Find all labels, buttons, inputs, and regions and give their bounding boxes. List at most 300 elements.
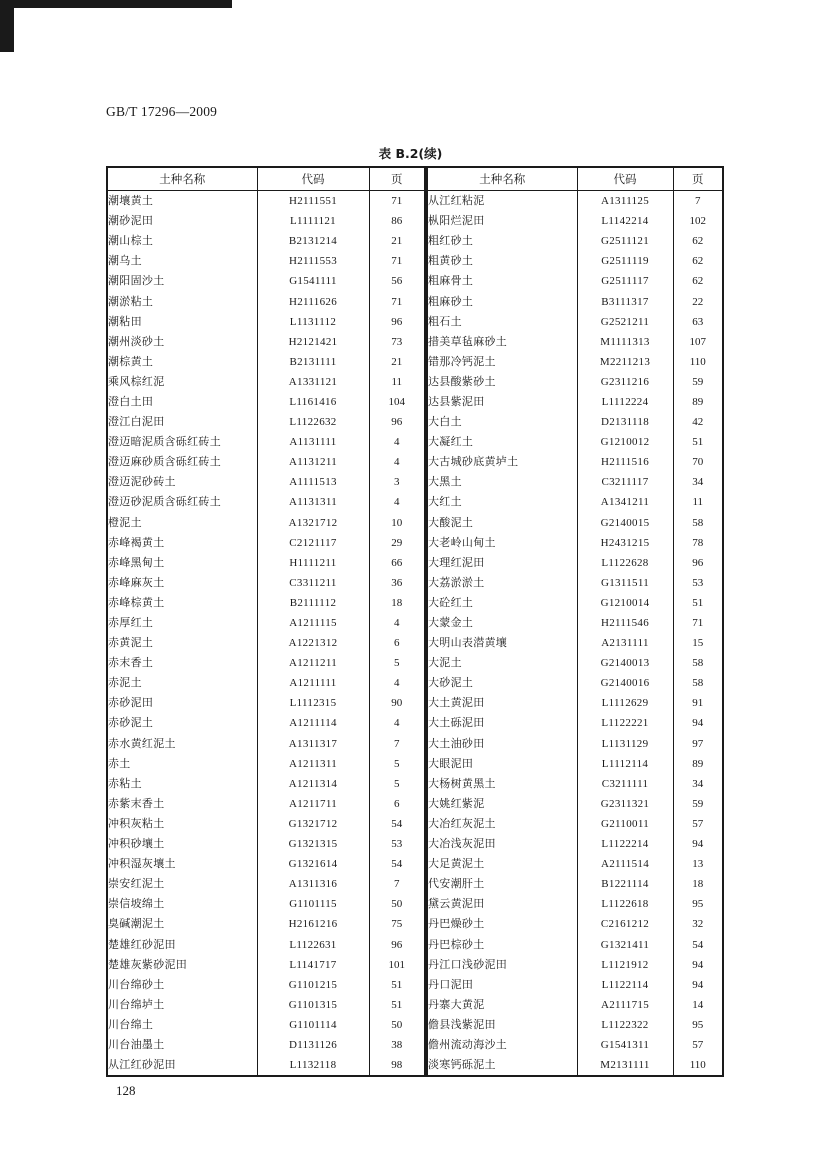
soil-name-cell: 川台绵土 <box>107 1015 257 1035</box>
soil-code-cell: B1221114 <box>577 874 673 894</box>
table-title: 表 B.2(续) <box>378 146 443 161</box>
table-row <box>107 352 425 372</box>
soil-name-cell: 大冶浅灰泥田 <box>427 834 577 854</box>
soil-code-cell: H2111546 <box>577 613 673 633</box>
soil-name-cell: 丹巴燥砂土 <box>427 914 577 934</box>
soil-name-cell: 丹寨大黄泥 <box>427 995 577 1015</box>
soil-code-cell: L1122214 <box>577 834 673 854</box>
table-row <box>107 533 425 553</box>
soil-name-cell: 大足黄泥土 <box>427 854 577 874</box>
soil-name-cell: 冲积湿灰壤土 <box>107 854 257 874</box>
table-row <box>107 291 425 311</box>
soil-code-cell: L1161416 <box>257 392 369 412</box>
soil-code-cell: C2121117 <box>257 533 369 553</box>
table-row <box>107 472 425 492</box>
soil-code-cell: C2161212 <box>577 914 673 934</box>
table-row <box>107 271 425 291</box>
table-row <box>427 713 723 733</box>
soil-name-cell: 大白土 <box>427 412 577 432</box>
soil-code-cell: L1122618 <box>577 894 673 914</box>
page-ref-cell: 3 <box>369 472 425 492</box>
table-row <box>107 754 425 774</box>
page-ref-cell: 62 <box>673 271 723 291</box>
soil-name-cell: 川台绵垆土 <box>107 995 257 1015</box>
soil-code-cell: L1142214 <box>577 211 673 231</box>
soil-code-cell: L1111121 <box>257 211 369 231</box>
table-row <box>427 995 723 1015</box>
soil-name-cell: 赤黄泥土 <box>107 633 257 653</box>
page-ref-cell: 101 <box>369 955 425 975</box>
page-ref-cell: 110 <box>673 352 723 372</box>
soil-code-cell: H2111516 <box>577 452 673 472</box>
soil-code-cell: G1311511 <box>577 573 673 593</box>
table-row <box>107 713 425 733</box>
table-row <box>427 251 723 271</box>
table-row <box>107 452 425 472</box>
header-code: 代码 <box>257 167 369 191</box>
page-ref-cell: 78 <box>673 533 723 553</box>
soil-name-cell: 大明山表潜黄壤 <box>427 633 577 653</box>
soil-name-cell: 潮淤粘土 <box>107 291 257 311</box>
page-ref-cell: 59 <box>673 372 723 392</box>
table-row <box>427 613 723 633</box>
soil-code-cell: G2311321 <box>577 794 673 814</box>
page-ref-cell: 7 <box>369 874 425 894</box>
soil-name-cell: 粗石土 <box>427 312 577 332</box>
scan-corner-edge <box>0 0 14 52</box>
soil-code-cell: A2131111 <box>577 633 673 653</box>
table-row <box>107 934 425 954</box>
soil-name-cell: 潮棕黄土 <box>107 352 257 372</box>
table-row <box>107 774 425 794</box>
page-ref-cell: 70 <box>673 452 723 472</box>
page-ref-cell: 89 <box>673 392 723 412</box>
soil-code-cell: B2111112 <box>257 593 369 613</box>
soil-code-cell: A1211314 <box>257 774 369 794</box>
page-ref-cell: 21 <box>369 231 425 251</box>
page-ref-cell: 57 <box>673 1035 723 1055</box>
soil-name-cell: 达县紫泥田 <box>427 392 577 412</box>
soil-name-cell: 丹江口浅砂泥田 <box>427 955 577 975</box>
soil-code-cell: G1321614 <box>257 854 369 874</box>
soil-name-cell: 赤厚红土 <box>107 613 257 633</box>
page-ref-cell: 10 <box>369 513 425 533</box>
table-row <box>427 834 723 854</box>
page-ref-cell: 13 <box>673 854 723 874</box>
page-ref-cell: 59 <box>673 794 723 814</box>
soil-name-cell: 大凝红土 <box>427 432 577 452</box>
soil-name-cell: 赤峰棕黄土 <box>107 593 257 613</box>
page-ref-cell: 71 <box>673 613 723 633</box>
table-row <box>427 955 723 975</box>
soil-code-cell: G2140015 <box>577 513 673 533</box>
table-row <box>427 914 723 934</box>
table-row <box>427 934 723 954</box>
soil-name-cell: 赤末香土 <box>107 653 257 673</box>
soil-code-cell: A1131111 <box>257 432 369 452</box>
soil-name-cell: 大古城砂底黄垆土 <box>427 452 577 472</box>
table-row <box>427 854 723 874</box>
page-ref-cell: 51 <box>673 432 723 452</box>
soil-name-cell: 大土油砂田 <box>427 734 577 754</box>
soil-code-cell: B2131111 <box>257 352 369 372</box>
page-ref-cell: 4 <box>369 613 425 633</box>
soil-code-cell: C3211111 <box>577 774 673 794</box>
page-ref-cell: 57 <box>673 814 723 834</box>
soil-name-cell: 赤砂泥土 <box>107 713 257 733</box>
page-ref-cell: 7 <box>673 191 723 212</box>
soil-code-cell: A1321712 <box>257 513 369 533</box>
page-ref-cell: 38 <box>369 1035 425 1055</box>
table-row <box>427 1015 723 1035</box>
page-ref-cell: 94 <box>673 975 723 995</box>
page-ref-cell: 22 <box>673 291 723 311</box>
table-row <box>427 633 723 653</box>
page-ref-cell: 5 <box>369 774 425 794</box>
page-ref-cell: 104 <box>369 392 425 412</box>
table-row <box>427 754 723 774</box>
page-ref-cell: 15 <box>673 633 723 653</box>
table-row <box>107 412 425 432</box>
page-ref-cell: 18 <box>369 593 425 613</box>
soil-name-cell: 澄迈泥砂砖土 <box>107 472 257 492</box>
page-ref-cell: 54 <box>673 934 723 954</box>
soil-name-cell: 冲积砂壤土 <box>107 834 257 854</box>
soil-name-cell: 大冶红灰泥土 <box>427 814 577 834</box>
table-row <box>427 312 723 332</box>
soil-name-cell: 赤土 <box>107 754 257 774</box>
soil-code-cell: H1111211 <box>257 553 369 573</box>
soil-code-cell: G1210012 <box>577 432 673 452</box>
soil-code-cell: G2311216 <box>577 372 673 392</box>
page-ref-cell: 5 <box>369 754 425 774</box>
table-row <box>427 774 723 794</box>
soil-name-cell: 潮阳固沙土 <box>107 271 257 291</box>
page-ref-cell: 71 <box>369 191 425 212</box>
soil-name-cell: 潮山棕土 <box>107 231 257 251</box>
table-row <box>107 372 425 392</box>
page-ref-cell: 34 <box>673 774 723 794</box>
table-row <box>107 1055 425 1076</box>
soil-name-cell: 大砂泥土 <box>427 673 577 693</box>
table-row <box>427 553 723 573</box>
table-row <box>427 593 723 613</box>
soil-name-cell: 赤泥土 <box>107 673 257 693</box>
soil-name-cell: 丹巴棕砂土 <box>427 934 577 954</box>
page-ref-cell: 96 <box>369 412 425 432</box>
page-ref-cell: 4 <box>369 673 425 693</box>
page-ref-cell: 34 <box>673 472 723 492</box>
soil-name-cell: 粗红砂土 <box>427 231 577 251</box>
soil-code-cell: A1341211 <box>577 492 673 512</box>
soil-code-cell: A1131311 <box>257 492 369 512</box>
soil-code-cell: H2111553 <box>257 251 369 271</box>
soil-code-cell: L1112114 <box>577 754 673 774</box>
table-row <box>107 854 425 874</box>
page-ref-cell: 51 <box>369 975 425 995</box>
table-row <box>427 412 723 432</box>
soil-name-cell: 赤峰麻灰土 <box>107 573 257 593</box>
page-ref-cell: 5 <box>369 653 425 673</box>
table-row <box>427 352 723 372</box>
page-ref-cell: 58 <box>673 673 723 693</box>
page-ref-cell: 11 <box>673 492 723 512</box>
table-row <box>107 995 425 1015</box>
table-row <box>107 513 425 533</box>
page-ref-cell: 95 <box>673 1015 723 1035</box>
table-header-row <box>107 167 425 191</box>
table-row <box>427 432 723 452</box>
soil-code-cell: A1311125 <box>577 191 673 212</box>
page-ref-cell: 4 <box>369 713 425 733</box>
soil-name-cell: 大眼泥田 <box>427 754 577 774</box>
soil-name-cell: 大砼红土 <box>427 593 577 613</box>
soil-code-cell: A1211211 <box>257 653 369 673</box>
page-number: 128 <box>116 1083 136 1098</box>
soil-name-cell: 赤紫末香土 <box>107 794 257 814</box>
table-row <box>107 834 425 854</box>
soil-code-cell: L1121912 <box>577 955 673 975</box>
table-row <box>107 392 425 412</box>
soil-name-cell: 冲积灰粘土 <box>107 814 257 834</box>
soil-name-cell: 澄迈砂泥质含砾红砖土 <box>107 492 257 512</box>
table-row <box>107 874 425 894</box>
table-row <box>427 472 723 492</box>
soil-code-cell: B3111317 <box>577 291 673 311</box>
table-row <box>427 211 723 231</box>
soil-name-cell: 澄迈麻砂质含砾红砖土 <box>107 452 257 472</box>
soil-name-cell: 代安潮肝土 <box>427 874 577 894</box>
table-row <box>107 633 425 653</box>
soil-code-cell: L1122322 <box>577 1015 673 1035</box>
table-row <box>427 231 723 251</box>
table-row <box>427 513 723 533</box>
table-row <box>107 332 425 352</box>
soil-name-cell: 大姚红紫泥 <box>427 794 577 814</box>
table-row <box>107 814 425 834</box>
soil-code-cell: D1131126 <box>257 1035 369 1055</box>
soil-code-cell: G2110011 <box>577 814 673 834</box>
soil-name-cell: 潮粘田 <box>107 312 257 332</box>
page-ref-cell: 50 <box>369 1015 425 1035</box>
soil-index-tables <box>106 166 722 1074</box>
soil-code-cell: A1131211 <box>257 452 369 472</box>
soil-name-cell: 粗麻骨土 <box>427 271 577 291</box>
scan-corner-bar <box>0 0 232 8</box>
page-ref-cell: 53 <box>369 834 425 854</box>
page-ref-cell: 98 <box>369 1055 425 1076</box>
table-row <box>427 653 723 673</box>
table-row <box>107 1035 425 1055</box>
soil-code-cell: L1112315 <box>257 693 369 713</box>
soil-name-cell: 潮州淡砂土 <box>107 332 257 352</box>
page-ref-cell: 53 <box>673 573 723 593</box>
table-row <box>427 794 723 814</box>
soil-name-cell: 大蒙金土 <box>427 613 577 633</box>
soil-code-cell: H2431215 <box>577 533 673 553</box>
soil-name-cell: 达县酸紫砂土 <box>427 372 577 392</box>
table-row <box>107 573 425 593</box>
table-row <box>107 794 425 814</box>
table-header-row <box>427 167 723 191</box>
soil-code-cell: G2140016 <box>577 673 673 693</box>
table-row <box>427 894 723 914</box>
page-ref-cell: 62 <box>673 251 723 271</box>
soil-table-left <box>106 166 426 1077</box>
soil-code-cell: A1111513 <box>257 472 369 492</box>
page-ref-cell: 18 <box>673 874 723 894</box>
soil-name-cell: 赤峰褐黄土 <box>107 533 257 553</box>
soil-name-cell: 大红土 <box>427 492 577 512</box>
soil-name-cell: 赤水黄红泥土 <box>107 734 257 754</box>
soil-code-cell: M2211213 <box>577 352 673 372</box>
table-row <box>427 492 723 512</box>
soil-code-cell: C3211117 <box>577 472 673 492</box>
soil-name-cell: 从江红砂泥田 <box>107 1055 257 1076</box>
page-ref-cell: 62 <box>673 231 723 251</box>
table-row <box>427 392 723 412</box>
page-ref-cell: 90 <box>369 693 425 713</box>
soil-name-cell: 错那冷钙泥土 <box>427 352 577 372</box>
table-row <box>107 231 425 251</box>
soil-code-cell: H2111551 <box>257 191 369 212</box>
page-ref-cell: 32 <box>673 914 723 934</box>
soil-code-cell: A1211114 <box>257 713 369 733</box>
table-row <box>107 975 425 995</box>
page-ref-cell: 73 <box>369 332 425 352</box>
soil-code-cell: A1221312 <box>257 633 369 653</box>
page-ref-cell: 6 <box>369 794 425 814</box>
header-soil-name: 土种名称 <box>427 167 577 191</box>
soil-code-cell: G1101315 <box>257 995 369 1015</box>
table-row <box>107 673 425 693</box>
soil-code-cell: A1211115 <box>257 613 369 633</box>
page-ref-cell: 50 <box>369 894 425 914</box>
soil-code-cell: A1311317 <box>257 734 369 754</box>
page-ref-cell: 42 <box>673 412 723 432</box>
header-page: 页 <box>369 167 425 191</box>
soil-name-cell: 澄迈暗泥质含砾红砖土 <box>107 432 257 452</box>
table-row <box>107 955 425 975</box>
soil-code-cell: L1122632 <box>257 412 369 432</box>
soil-name-cell: 枞阳烂泥田 <box>427 211 577 231</box>
soil-code-cell: G1101115 <box>257 894 369 914</box>
page-ref-cell: 36 <box>369 573 425 593</box>
page-ref-cell: 107 <box>673 332 723 352</box>
page-ref-cell: 96 <box>673 553 723 573</box>
page-ref-cell: 71 <box>369 251 425 271</box>
page-ref-cell: 58 <box>673 653 723 673</box>
soil-name-cell: 儋县浅紫泥田 <box>427 1015 577 1035</box>
soil-name-cell: 粗黄砂土 <box>427 251 577 271</box>
soil-table-right <box>426 166 724 1077</box>
page-ref-cell: 11 <box>369 372 425 392</box>
page-ref-cell: 86 <box>369 211 425 231</box>
soil-code-cell: C3311211 <box>257 573 369 593</box>
page-ref-cell: 21 <box>369 352 425 372</box>
soil-code-cell: G1321411 <box>577 934 673 954</box>
soil-name-cell: 赤粘土 <box>107 774 257 794</box>
header-code: 代码 <box>577 167 673 191</box>
soil-code-cell: L1122114 <box>577 975 673 995</box>
table-row <box>107 251 425 271</box>
table-row <box>427 191 723 212</box>
soil-code-cell: M1111313 <box>577 332 673 352</box>
table-row <box>107 734 425 754</box>
soil-code-cell: H2121421 <box>257 332 369 352</box>
soil-name-cell: 黛云黄泥田 <box>427 894 577 914</box>
table-row <box>427 814 723 834</box>
soil-code-cell: A1211711 <box>257 794 369 814</box>
page-ref-cell: 56 <box>369 271 425 291</box>
soil-code-cell: A1211111 <box>257 673 369 693</box>
table-row <box>427 291 723 311</box>
soil-code-cell: L1132118 <box>257 1055 369 1076</box>
page-ref-cell: 91 <box>673 693 723 713</box>
page-ref-cell: 63 <box>673 312 723 332</box>
soil-name-cell: 潮乌土 <box>107 251 257 271</box>
page-ref-cell: 4 <box>369 492 425 512</box>
table-row <box>427 673 723 693</box>
soil-name-cell: 丹口泥田 <box>427 975 577 995</box>
page-ref-cell: 71 <box>369 291 425 311</box>
soil-name-cell: 楚雄灰紫砂泥田 <box>107 955 257 975</box>
soil-code-cell: A1211311 <box>257 754 369 774</box>
table-row <box>427 1055 723 1076</box>
table-row <box>107 553 425 573</box>
page-ref-cell: 14 <box>673 995 723 1015</box>
soil-code-cell: G1541111 <box>257 271 369 291</box>
table-row <box>107 1015 425 1035</box>
table-row <box>107 211 425 231</box>
soil-code-cell: G2521211 <box>577 312 673 332</box>
soil-code-cell: G2511119 <box>577 251 673 271</box>
soil-code-cell: L1141717 <box>257 955 369 975</box>
soil-code-cell: G1321315 <box>257 834 369 854</box>
page-ref-cell: 96 <box>369 934 425 954</box>
page-ref-cell: 94 <box>673 834 723 854</box>
soil-name-cell: 大荔淤淤土 <box>427 573 577 593</box>
page-ref-cell: 51 <box>369 995 425 1015</box>
soil-name-cell: 儋州流动海沙土 <box>427 1035 577 1055</box>
soil-name-cell: 淡寒钙砾泥土 <box>427 1055 577 1076</box>
soil-name-cell: 川台油墨土 <box>107 1035 257 1055</box>
soil-code-cell: H2161216 <box>257 914 369 934</box>
standard-id: GB/T 17296—2009 <box>106 104 218 119</box>
soil-code-cell: L1131112 <box>257 312 369 332</box>
page-ref-cell: 66 <box>369 553 425 573</box>
soil-code-cell: G1321712 <box>257 814 369 834</box>
soil-code-cell: G2140013 <box>577 653 673 673</box>
soil-name-cell: 从江红粘泥 <box>427 191 577 212</box>
table-row <box>427 271 723 291</box>
table-row <box>427 693 723 713</box>
soil-name-cell: 大酸泥土 <box>427 513 577 533</box>
soil-code-cell: L1112629 <box>577 693 673 713</box>
page-ref-cell: 6 <box>369 633 425 653</box>
soil-name-cell: 大土砾泥田 <box>427 713 577 733</box>
soil-code-cell: G1101215 <box>257 975 369 995</box>
soil-name-cell: 澄江白泥田 <box>107 412 257 432</box>
soil-name-cell: 澄白土田 <box>107 392 257 412</box>
table-row <box>107 492 425 512</box>
soil-code-cell: G1101114 <box>257 1015 369 1035</box>
soil-name-cell: 潮砂泥田 <box>107 211 257 231</box>
soil-name-cell: 赤峰黑甸土 <box>107 553 257 573</box>
page-ref-cell: 95 <box>673 894 723 914</box>
soil-code-cell: L1122221 <box>577 713 673 733</box>
page-ref-cell: 4 <box>369 452 425 472</box>
